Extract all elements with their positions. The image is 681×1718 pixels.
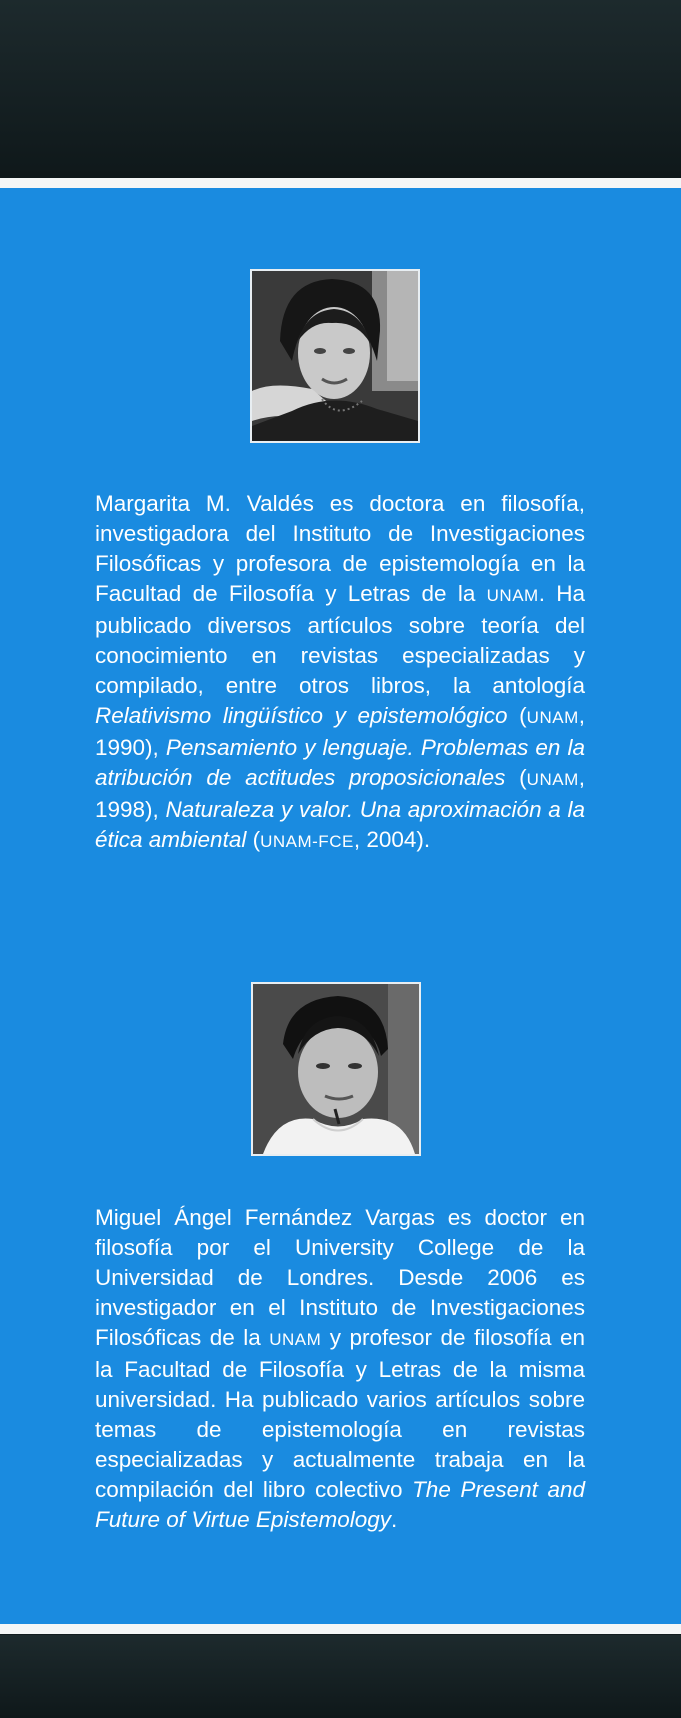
bio-margarita-text-7: (: [246, 827, 261, 852]
book-title-pensamiento: Pensamiento y lenguaje. Problemas en la atribución de actitudes proposicionales: [95, 735, 585, 790]
bio-margarita-text-8: , 2004).: [353, 827, 431, 852]
bio-margarita-text-6: , 1998),: [95, 765, 585, 822]
author-photo-miguel: [251, 982, 421, 1156]
top-white-rule: [0, 178, 681, 188]
book-title-relativismo: Relativismo lingüístico y epistemológico: [95, 703, 508, 728]
bio-miguel: [95, 1203, 585, 1535]
bio-miguel-text-1: Miguel Ángel Fernández Vargas es doctor en filosofía por el University College de la Universidad de Londres. Desde 2006 es investigador en el Instituto de Investigaciones Filosóficas de la: [95, 1205, 585, 1350]
bio-margarita-text-5: (: [505, 765, 527, 790]
unam-abbrev: UNAM: [526, 770, 579, 789]
portrait-woman-image: [252, 271, 418, 441]
top-dark-band: [0, 0, 681, 178]
unam-abbrev: UNAM: [269, 1330, 322, 1349]
bio-margarita: [95, 489, 585, 857]
book-title-virtue-epistemology: The Present and Future of Virtue Epistemology: [95, 1477, 585, 1532]
portrait-man-image: [253, 984, 419, 1154]
bio-miguel-text-3: .: [390, 1507, 398, 1532]
unam-abbrev: UNAM: [486, 586, 539, 605]
bio-margarita-text-2: . Ha publicado diversos artículos sobre teoría del conocimiento en revistas especializadas y compilado, entre otros libros, la antología: [95, 581, 585, 698]
bio-miguel-text-2: y profesor de filosofía en la Facultad de Filosofía y Letras de la misma universidad. Ha publicado varios artículos sobre temas de epistemología en revistas especializadas y actualmente trabaja en la compilación del libro colectivo: [95, 1325, 585, 1502]
author-photo-margarita: [250, 269, 420, 443]
bio-margarita-text-1: Margarita M. Valdés es doctora en filosofía, investigadora del Instituto de Investigaciones Filosóficas y profesora de epistemología en la Facultad de Filosofía y Letras de la: [95, 491, 585, 606]
unam-abbrev: UNAM: [526, 708, 579, 727]
unam-fce-abbrev: UNAM-FCE: [260, 832, 354, 851]
bottom-white-rule: [0, 1624, 681, 1634]
bottom-dark-band: [0, 1635, 681, 1718]
book-title-naturaleza: Naturaleza y valor. Una aproximación a la ética ambiental: [95, 797, 585, 852]
bio-margarita-text-4: , 1990),: [95, 703, 585, 760]
bio-margarita-text-3: (: [507, 703, 527, 728]
